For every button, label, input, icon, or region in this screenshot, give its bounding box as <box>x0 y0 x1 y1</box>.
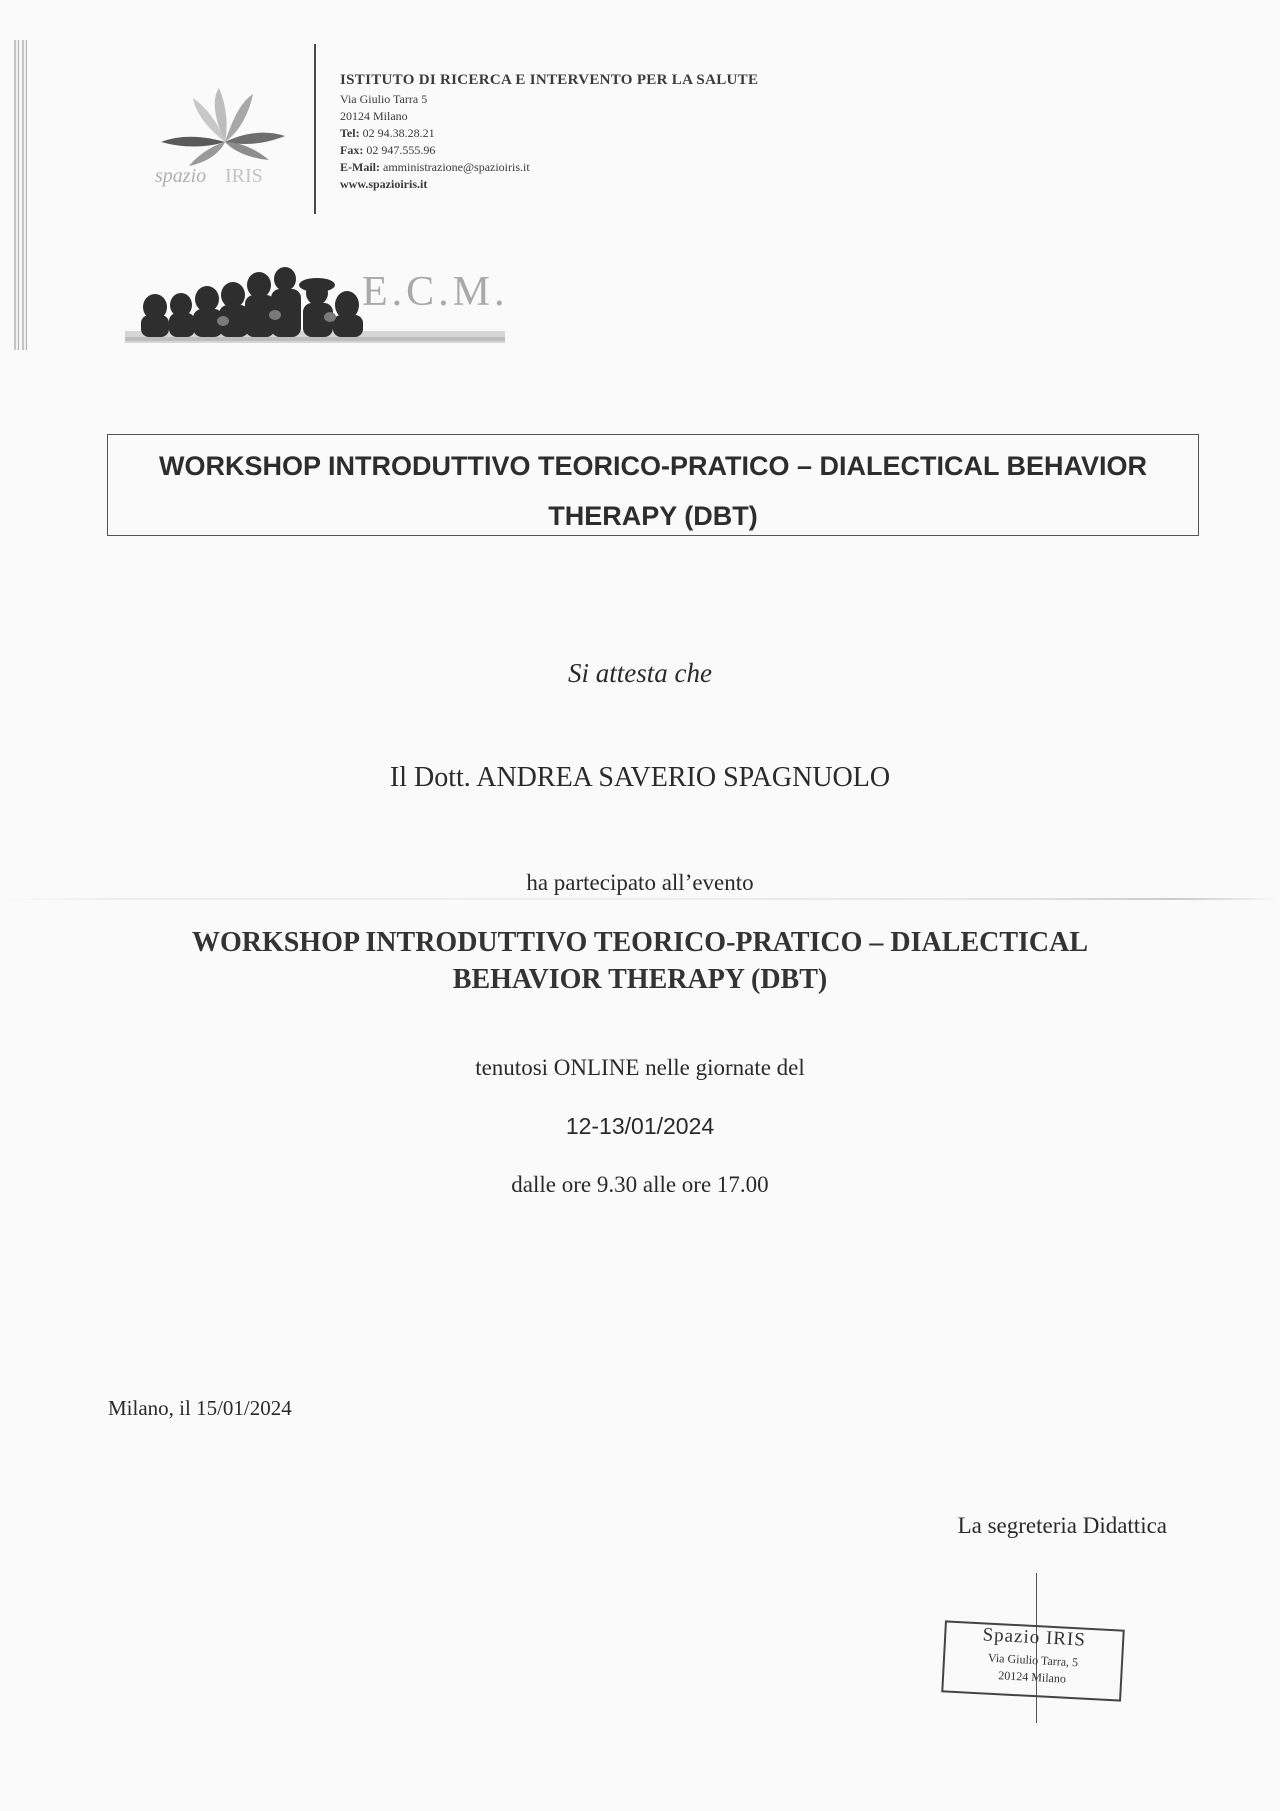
title-line-2: THERAPY (DBT) <box>548 501 758 531</box>
fax-number: 02 947.555.96 <box>366 143 436 157</box>
held-online-text: tenutosi ONLINE nelle giornate del <box>475 1055 805 1080</box>
place-and-date: Milano, il 15/01/2024 <box>108 1396 292 1420</box>
tel-label: Tel: <box>340 126 360 140</box>
paper-fold-line <box>0 898 1280 900</box>
event-title-line-1: WORKSHOP INTRODUTTIVO TEORICO-PRATICO – DIALECTICAL <box>191 927 1089 958</box>
title-box <box>107 434 1199 536</box>
scan-edge-artifact <box>14 40 28 350</box>
title-text <box>108 441 1198 541</box>
fax-label: Fax: <box>340 143 364 157</box>
tel-number: 02 94.38.28.21 <box>362 126 435 140</box>
participation-text: ha partecipato all’evento <box>526 870 754 895</box>
address-street: Via Giulio Tarra 5 <box>340 92 428 106</box>
spazio-iris-logo <box>145 80 305 190</box>
title-line-1: WORKSHOP INTRODUTTIVO TEORICO-PRATICO – DIALECTICAL BEHAVIOR <box>158 451 1148 481</box>
header-divider <box>314 44 316 214</box>
svg-text:spazio: spazio <box>155 165 207 187</box>
website: www.spazioiris.it <box>340 177 428 191</box>
institute-info <box>340 72 758 193</box>
tel-line <box>340 125 758 142</box>
stamp-line-2: Via Giulio Tarra, 5 <box>987 1650 1079 1670</box>
fax-line <box>340 142 758 159</box>
participant-name: Il Dott. ANDREA SAVERIO SPAGNUOLO <box>389 762 891 793</box>
signature-label: La segreteria Didattica <box>957 1513 1167 1538</box>
event-dates: 12-13/01/2024 <box>565 1113 715 1139</box>
address-city: 20124 Milano <box>340 109 408 123</box>
institute-name: ISTITUTO DI RICERCA E INTERVENTO PER LA SALUTE <box>340 72 759 88</box>
attesta-text: Si attesta che <box>568 658 712 688</box>
svg-text:IRIS: IRIS <box>225 165 263 187</box>
ecm-label: E.C.M. <box>362 269 509 315</box>
stamp-line-3: 20124 Milano <box>997 1668 1067 1686</box>
email-line <box>340 159 758 176</box>
email-address: amministrazione@spazioiris.it <box>383 160 530 174</box>
event-hours: dalle ore 9.30 alle ore 17.00 <box>511 1172 769 1197</box>
stamp-line-1: Spazio IRIS <box>982 1624 1087 1651</box>
institute-stamp <box>941 1620 1125 1701</box>
event-title <box>0 924 1280 998</box>
email-label: E-Mail: <box>340 160 380 174</box>
event-title-line-2: BEHAVIOR THERAPY (DBT) <box>452 964 828 995</box>
